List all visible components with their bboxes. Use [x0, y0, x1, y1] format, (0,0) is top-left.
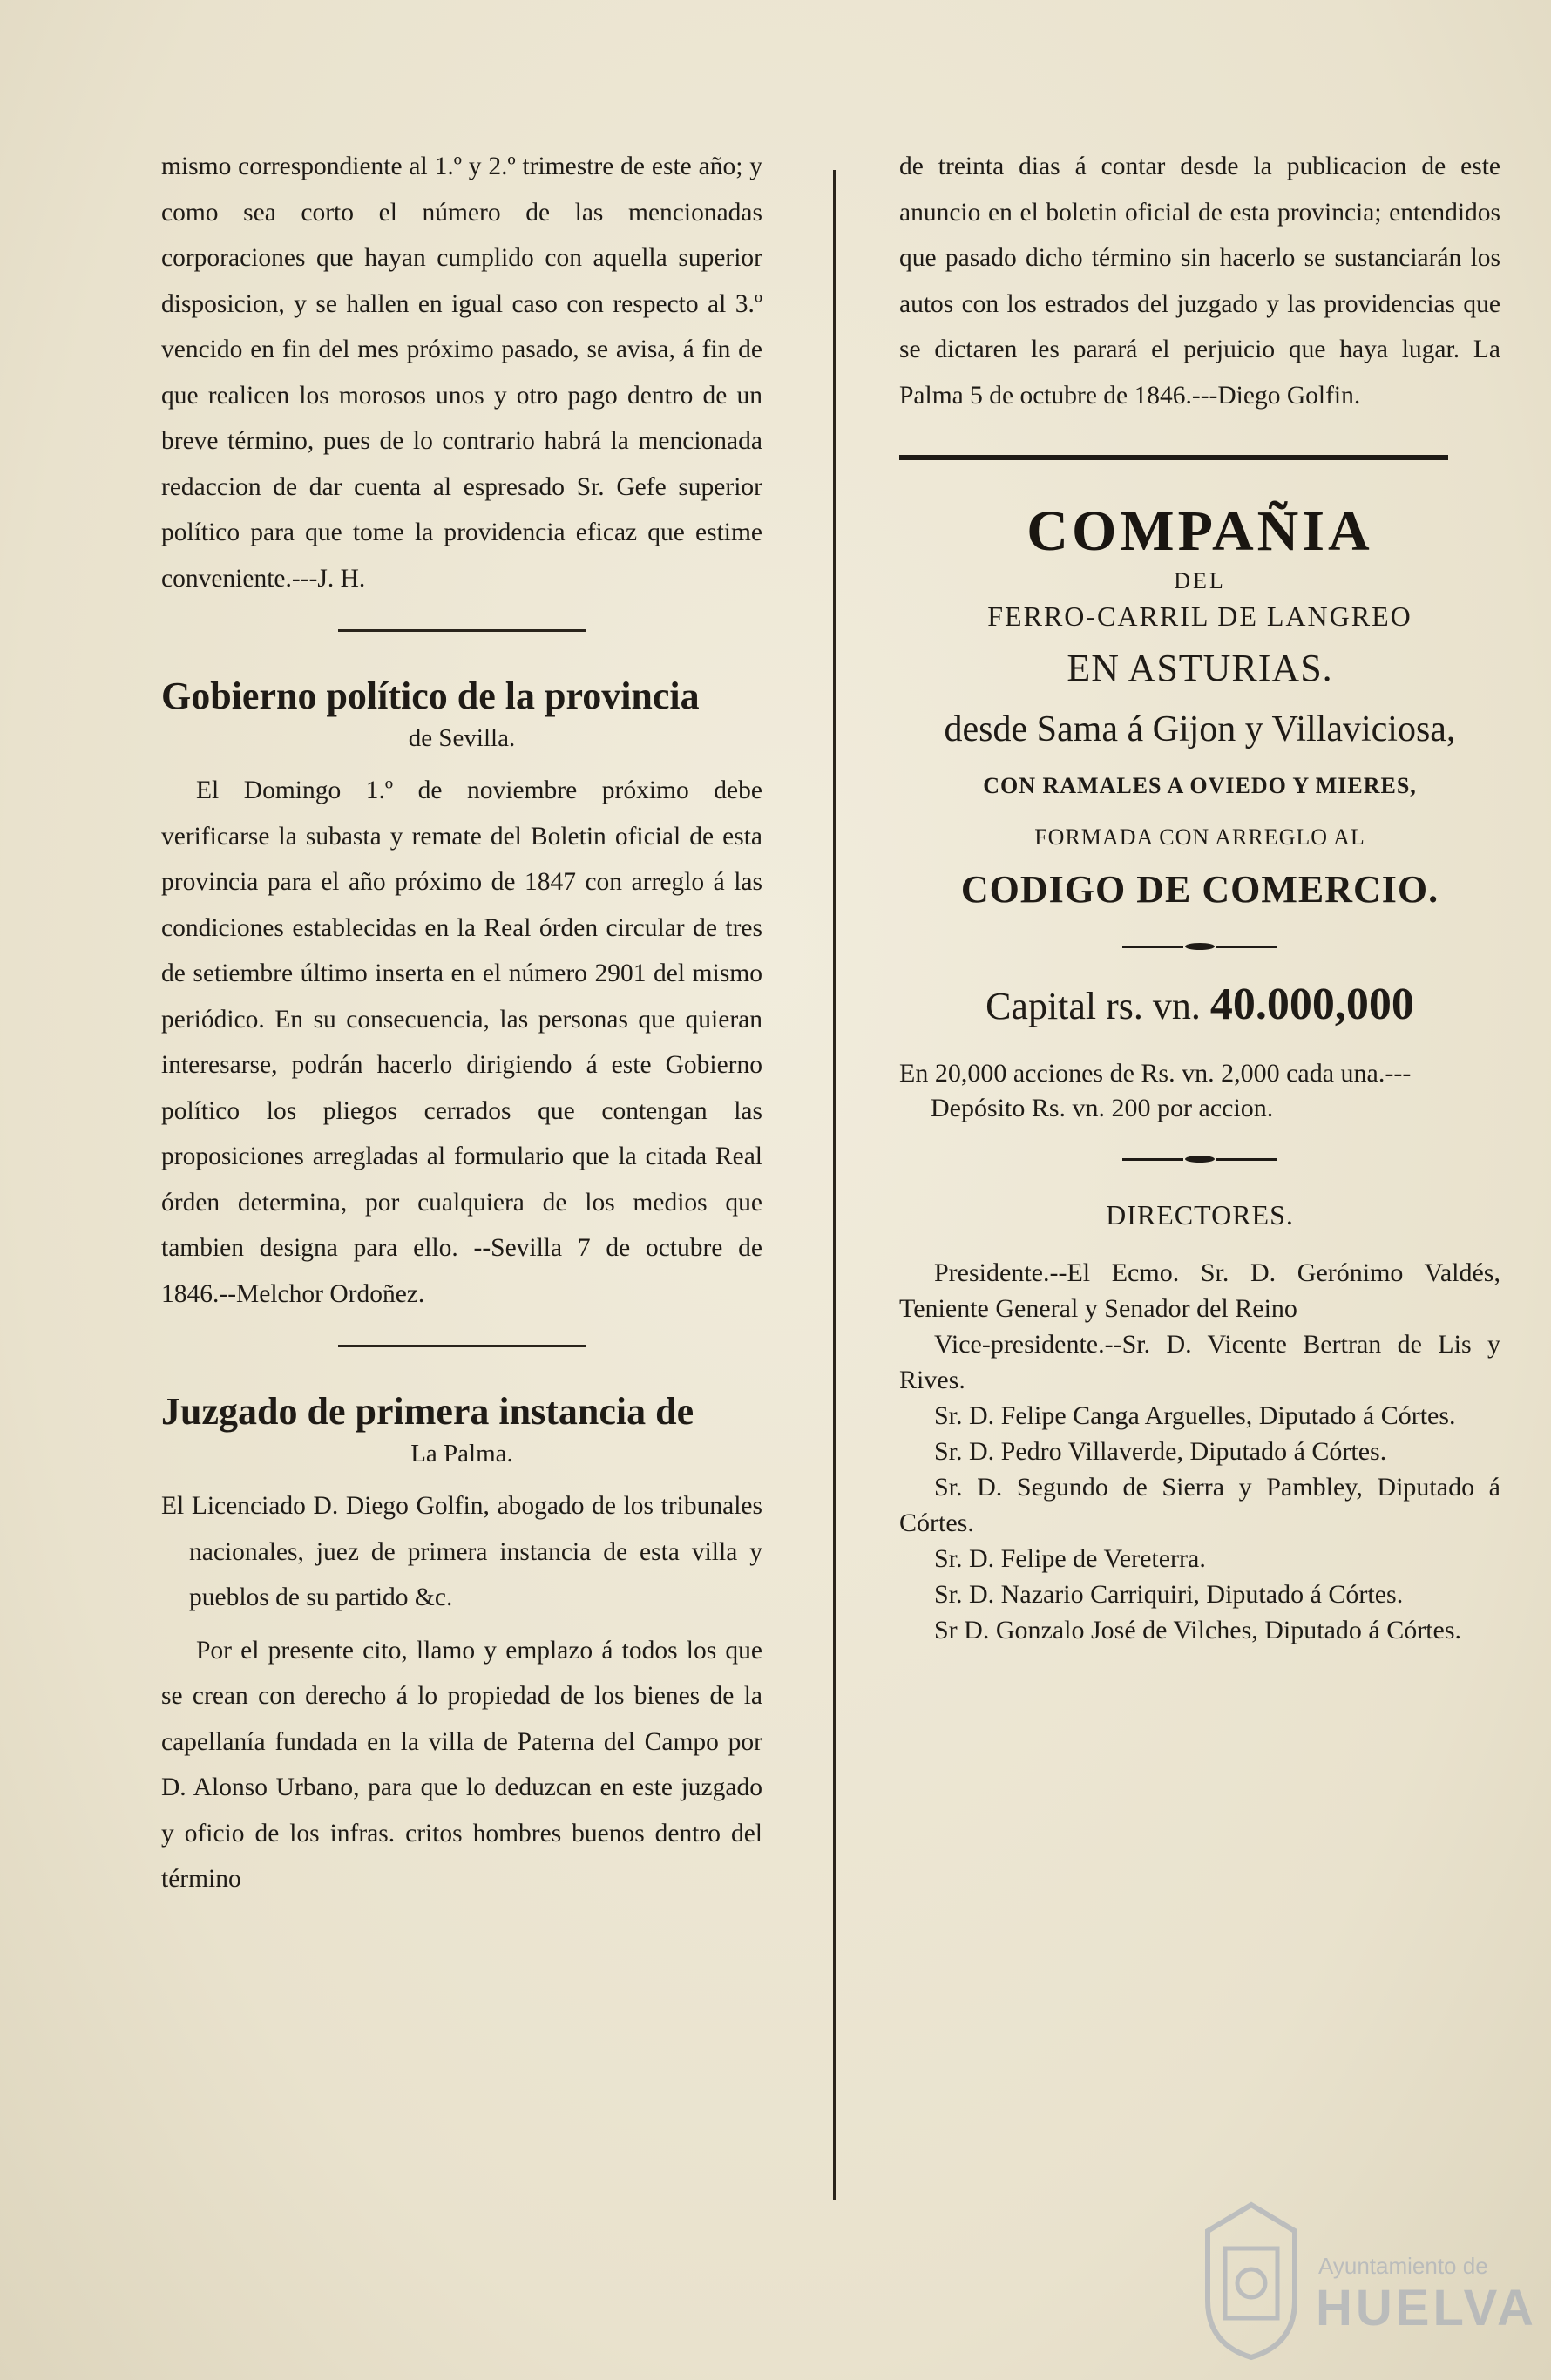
continued-paragraph: mismo correspondiente al 1.º y 2.º trimestre de este año; y como sea corto el número de las mencionadas corporaciones que hayan cumplido con aquella superior disposicion, y se hallen en igual caso con respecto al 3.º vencido en fin del mes próximo pasado, se avisa, á fin de que realicen los morosos unos y otro pago dentro de un breve término, pues de lo contrario habrá la mencionada redaccion de dar cuenta al espresado Sr. Gefe superior político para que tome la providencia eficaz que estime conveniente.---J. H. [161, 153, 762, 593]
company-announcement [899, 497, 1500, 1037]
section-title-gobierno: Gobierno político de la provincia [161, 675, 700, 717]
company-formada: FORMADA CON ARREGLO AL [1034, 824, 1365, 850]
company-title: COMPAÑIA [1026, 499, 1373, 563]
capital-label: Capital rs. vn. [985, 985, 1201, 1027]
company-route: desde Sama á Gijon y Villaviciosa, [944, 709, 1456, 749]
section-title-juzgado: Juzgado de primera instancia de [161, 1390, 694, 1433]
company-ferro-carril: FERRO-CARRIL DE LANGREO [987, 600, 1412, 632]
gobierno-notice: El Domingo 1.º de noviembre próximo debe verificarse la subasta y remate del Boletin oficial de esta provincia para el año próximo de 1847 con arreglo á las condiciones establecidas en la Real órden circular de tres de setiembre último inserta en el número 2901 del mismo periódico. En su consecuencia, las personas que quieran interesarse, podrán hacerlo dirigiendo á este Gobierno político los pliegos cerrados que contengan las proposiciones arregladas al formulario que la citada Real órden determina, por cualquiera de los medios que tambien designa para ello. --Sevilla 7 de octubre de 1846.--Melchor Ordoñez. [161, 776, 762, 1308]
section-divider-heavy [899, 455, 1448, 460]
capital-line [899, 974, 1500, 1037]
juzgado-notice: Por el presente cito, llamo y emplazo á todos los que se crean con derecho á lo propiedad de los bienes de la capellanía fundada en la villa de Paterna del Campo por D. Alonso Urbano, para que lo deduzcan en este juzgado y oficio de los infras. critos hombres buenos dentro del término [161, 1636, 762, 1893]
right-column [899, 144, 1500, 1648]
director-entry: Sr. D. Nazario Carriquiri, Diputado á Córtes. [934, 1580, 1404, 1609]
company-del: DEL [1174, 568, 1226, 593]
directors-heading: DIRECTORES. [1106, 1199, 1294, 1231]
section-divider [338, 629, 586, 632]
company-branches: CON RAMALES A OVIEDO Y MIERES, [983, 773, 1417, 798]
section-subtitle-la-palma: La Palma. [410, 1440, 513, 1468]
shares-info: En 20,000 acciones de Rs. vn. 2,000 cada una.---Depósito Rs. vn. 200 por accion. [899, 1059, 1412, 1122]
director-entry: Vice-presidente.--Sr. D. Vicente Bertran de Lis y Rives. [899, 1330, 1500, 1394]
ornament-divider [899, 943, 1500, 950]
director-entry: Sr. D. Pedro Villaverde, Diputado á Córtes. [934, 1437, 1387, 1466]
column-divider [833, 170, 836, 2200]
section-divider [338, 1345, 586, 1347]
director-entry: Sr. D. Felipe Canga Arguelles, Diputado á Córtes. [934, 1401, 1456, 1430]
section-subtitle-sevilla: de Sevilla. [408, 724, 516, 752]
company-codigo: CODIGO DE COMERCIO. [960, 868, 1439, 911]
director-entry: Sr D. Gonzalo José de Vilches, Diputado á Córtes. [934, 1616, 1462, 1644]
watermark-logo [1199, 2196, 1537, 2370]
directors-list [899, 1255, 1500, 1648]
logo-line2: HUELVA [1316, 2280, 1537, 2336]
capital-value: 40.000,000 [1209, 980, 1414, 1029]
director-entry: Sr. D. Segundo de Sierra y Pambley, Diputado á Córtes. [899, 1473, 1500, 1537]
director-entry: Sr. D. Felipe de Vereterra. [934, 1544, 1206, 1573]
logo-line1: Ayuntamiento de [1318, 2253, 1488, 2279]
juzgado-notice-continued: de treinta dias á contar desde la publicacion de este anuncio en el boletin oficial de esta provincia; entendidos que pasado dicho término sin hacerlo se sustanciarán los autos con los estrados del juzgado y las providencias que se dictaren les parará el perjuicio que haya lugar. La Palma 5 de octubre de 1846.---Diego Golfin. [899, 153, 1500, 410]
crest-icon [1199, 2196, 1304, 2362]
left-column [161, 144, 762, 1902]
director-entry: Presidente.--El Ecmo. Sr. D. Gerónimo Valdés, Teniente General y Senador del Reino [899, 1258, 1500, 1323]
ornament-divider [899, 1156, 1500, 1163]
juzgado-intro: El Licenciado D. Diego Golfin, abogado de los tribunales nacionales, juez de primera instancia de esta villa y pueblos de su partido &c. [161, 1492, 762, 1611]
company-asturias: EN ASTURIAS. [1067, 647, 1333, 689]
